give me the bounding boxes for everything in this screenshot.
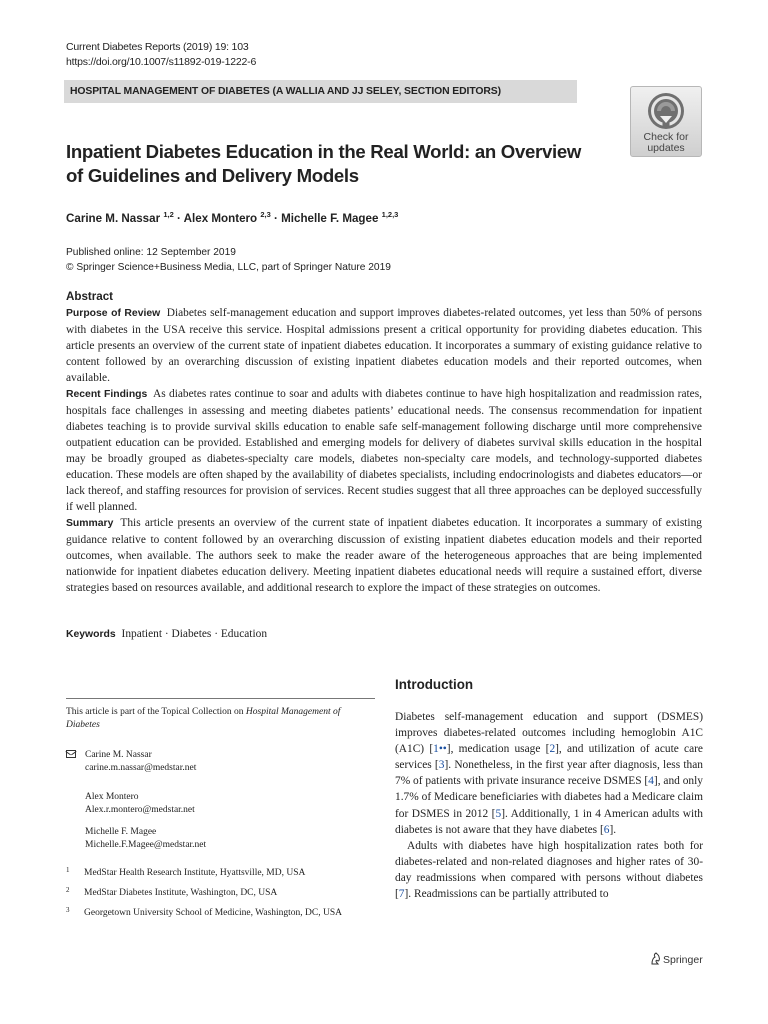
affiliation-number: 3 [66, 906, 70, 914]
journal-citation: Current Diabetes Reports (2019) 19: 103 [66, 41, 249, 53]
reference-link[interactable]: 1•• [433, 743, 447, 756]
abstract-purpose-text: Diabetes self-management education and support improves diabetes-related outcomes, yet less than 50% of persons with diabetes in the USA receive this service. Hospital admissions present a critical opportunity for providing diabetes education. This article presents an overview of the current state of inpatient diabetes education. It incorporates a summary of existing guidance relative to content followed by an overarching discussion of existing inpatient diabetes education models and their reported outcomes, when available. [66, 307, 702, 384]
abstract-findings-label: Recent Findings [66, 389, 148, 400]
published-date: Published online: 12 September 2019 [66, 247, 236, 258]
springer-logo-icon [650, 952, 661, 969]
author-separator: · [177, 212, 181, 225]
footnote-divider [66, 698, 375, 699]
keywords-label: Keywords [66, 629, 116, 640]
introduction-body [395, 709, 703, 902]
section-banner: HOSPITAL MANAGEMENT OF DIABETES (A WALLIA AND JJ SELEY, SECTION EDITORS) [64, 80, 577, 103]
contact-entry [85, 749, 196, 775]
author-affiliation: 1,2,3 [381, 210, 399, 219]
affiliation-text: Georgetown University School of Medicine, Washington, DC, USA [84, 908, 342, 918]
author-name[interactable]: Michelle F. Magee [281, 212, 379, 225]
affiliation-text: MedStar Health Research Institute, Hyattsville, MD, USA [84, 868, 306, 878]
contact-email[interactable]: carine.m.nassar@medstar.net [85, 763, 197, 773]
abstract-summary-text: This article presents an overview of the current state of inpatient diabetes education. It incorporates a summary of existing guidance relative to content followed by an overarching discussion of existing inpatient diabetes education models and their reported outcomes, when available. The authors seek to make the reader aware of the heterogeneous approaches that are being implemented nationwide for inpatient diabetes education delivery. Meeting inpatient diabetes educational needs will require a sustained effort, diverse strategies based on resources available, and additional research to explore the impact of these strategies on outcomes. [66, 517, 702, 594]
author-separator: · [274, 212, 278, 225]
check-for-updates-label: Check for updates [643, 131, 689, 154]
author-list [66, 207, 398, 227]
abstract-findings [66, 386, 702, 515]
abstract-heading: Abstract [66, 290, 114, 303]
reference-link[interactable]: 5 [495, 807, 502, 820]
contact-entry [85, 826, 206, 852]
affiliation-number: 1 [66, 866, 70, 874]
author-affiliation: 1,2 [163, 210, 174, 219]
check-for-updates-badge[interactable] [630, 86, 702, 157]
contact-name: Carine M. Nassar [85, 750, 152, 760]
reference-link[interactable]: 7 [398, 888, 405, 901]
contact-email[interactable]: Alex.r.montero@medstar.net [85, 805, 195, 815]
contact-name: Michelle F. Magee [85, 827, 157, 837]
keywords [66, 626, 267, 643]
article-title: Inpatient Diabetes Education in the Real World: an Overview of Guidelines and Delivery Models [66, 141, 582, 186]
publisher-name: Springer [663, 954, 703, 966]
abstract-purpose [66, 305, 702, 386]
introduction-heading: Introduction [395, 677, 474, 692]
topical-collection-note: This article is part of the Topical Collection on Hospital Management of Diabetes [66, 707, 341, 730]
abstract-summary [66, 515, 702, 596]
reference-link[interactable]: 4 [648, 775, 654, 788]
contact-entry [85, 791, 195, 817]
introduction-paragraph-1: Diabetes self-management education and support (DSMES) improves diabetes-related outcomes including hemoglobin A1C (A1C) [1••], medication usage [2], and utilization of acute care services [3]. Nonetheless, in the first year after diagnosis, less than 7% of patients with private insurance receive DSMES [4], and only 1.7% of Medicare beneficiaries with diabetes had a Medicare claim for DSMES in 2012 [5]. Additionally, 1 in 4 American adults with diabetes is not aware that they have diabetes [6]. [395, 711, 703, 836]
affiliation-number: 2 [66, 886, 70, 894]
abstract-summary-label: Summary [66, 518, 114, 529]
affiliation-text: MedStar Diabetes Institute, Washington, DC, USA [84, 888, 278, 898]
reference-link[interactable]: 6 [603, 823, 610, 836]
abstract [66, 289, 702, 596]
contact-email[interactable]: Michelle.F.Magee@medstar.net [85, 840, 207, 850]
reference-link[interactable]: 2 [549, 743, 556, 756]
publication-info [66, 246, 391, 275]
author-affiliation: 2,3 [260, 210, 271, 219]
introduction-paragraph-2: Adults with diabetes have high hospitalization rates both for diabetes-related and non-related diagnoses and higher rates of 30-day readmissions when compared with persons without diabetes [7]. Readmissions can be partially attributed to [395, 839, 703, 901]
publisher-footer [650, 952, 703, 969]
abstract-purpose-label: Purpose of Review [66, 308, 161, 319]
author-name[interactable]: Carine M. Nassar [66, 212, 161, 225]
keywords-text: Inpatient · Diabetes · Education [121, 628, 268, 640]
envelope-icon [66, 750, 76, 758]
topical-collection-link[interactable]: Hospital Management of Diabetes [66, 707, 341, 730]
abstract-findings-text: As diabetes rates continue to soar and adults with diabetes continue to have high hospitalization and readmission rates, hospitals face challenges in assessing and meeting diabetes patients’ educational needs. The consensus recommendation for inpatient diabetes teaching is to provide survival skills education to enable safe self-management following discharge until more comprehensive outpatient education can be provided. Established and emerging models for delivery of diabetes survival skills education in the hospital may be broadly grouped as diabetes-specialty care models, diabetes non-specialty care models, and technology-supported diabetes education. These models are often shaped by the availability of diabetes specialists, including endocrinologists and diabetes educators—or lack thereof, and staffing resources for provision of services. Recent studies suggest that all three approaches can be deployed successfully if well planned. [66, 388, 703, 513]
crossmark-icon [646, 91, 686, 131]
doi-link[interactable]: https://doi.org/10.1007/s11892-019-1222-6 [66, 56, 257, 68]
reference-link[interactable]: 3 [438, 759, 445, 772]
author-name[interactable]: Alex Montero [183, 212, 258, 225]
copyright: © Springer Science+Business Media, LLC, part of Springer Nature 2019 [66, 261, 391, 273]
contact-name: Alex Montero [85, 792, 139, 802]
journal-header [66, 40, 256, 70]
